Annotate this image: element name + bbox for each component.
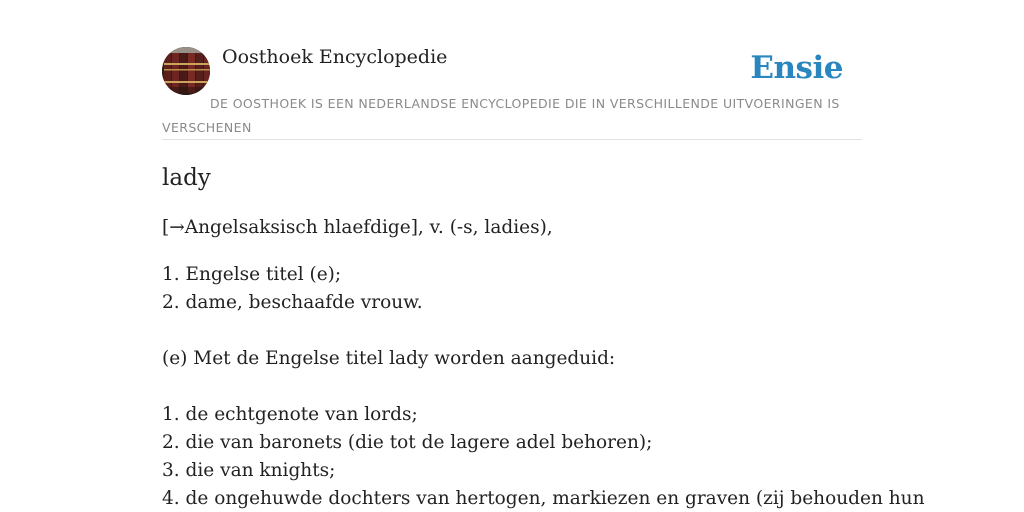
source-title[interactable]: Oosthoek Encyclopedie bbox=[222, 46, 448, 68]
spacer bbox=[162, 373, 872, 401]
encyclopedia-books-icon bbox=[162, 47, 210, 95]
meaning-item: 2. dame, beschaafde vrouw. bbox=[162, 292, 423, 313]
avatar[interactable] bbox=[162, 47, 210, 95]
note-item: 1. de echtgenote van lords; bbox=[162, 404, 418, 425]
note-intro: (e) Met de Engelse titel lady worden aangeduid: bbox=[162, 348, 616, 369]
note-item: 2. die van baronets (die tot de lagere adel behoren); bbox=[162, 432, 653, 453]
note-item: 3. die van knights; bbox=[162, 460, 336, 481]
entry-title: lady bbox=[162, 165, 211, 191]
spacer bbox=[162, 317, 872, 345]
source-description: DE OOSTHOEK IS EEN NEDERLANDSE ENCYCLOPEDIE DIE IN VERSCHILLENDE UITVOERINGEN IS VERSCHENEN bbox=[162, 96, 840, 135]
source-header bbox=[162, 40, 862, 140]
entry-content bbox=[162, 162, 925, 512]
note-item: 4. de ongehuwde dochters van hertogen, markiezen en graven (zij behouden hun bbox=[162, 488, 925, 509]
entry-body bbox=[162, 261, 925, 512]
meaning-item: 1. Engelse titel (e); bbox=[162, 264, 342, 285]
entry-etymology: [→Angelsaksisch hlaefdige], v. (-s, ladies), bbox=[162, 217, 553, 238]
ensie-logo-link[interactable]: Ensie bbox=[750, 50, 843, 86]
